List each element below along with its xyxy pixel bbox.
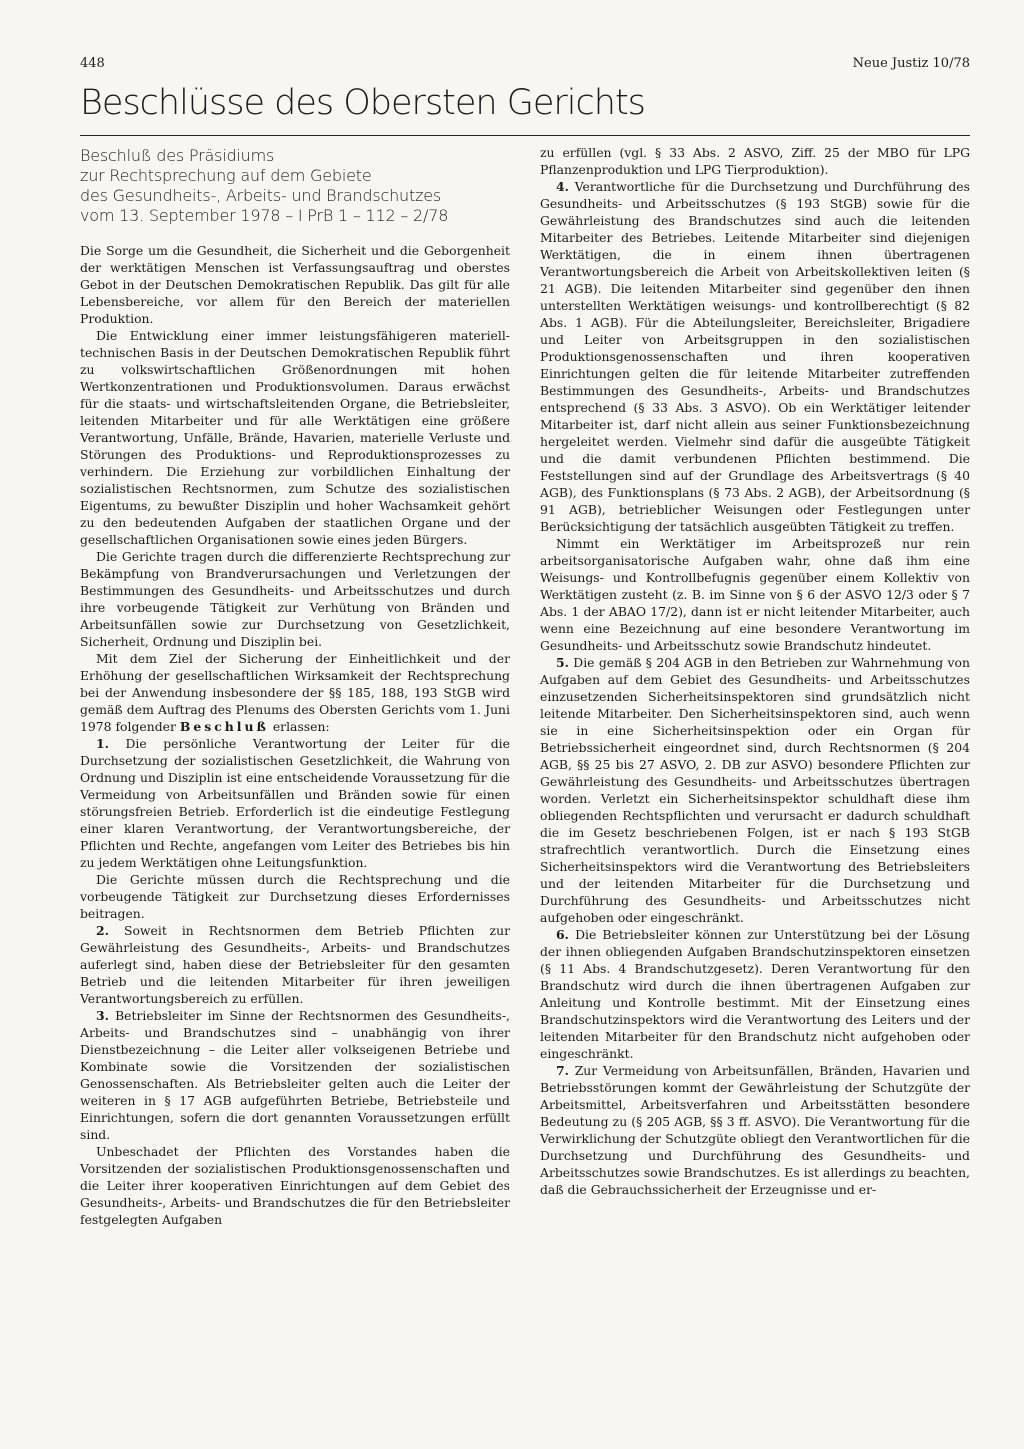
decision-heading-line: zur Rechtsprechung auf dem Gebiete [80,165,372,185]
section-title: Beschlüsse des Obersten Gerichts [80,83,645,123]
decision-heading-line: vom 13. September 1978 – I PrB 1 – 112 – 2/78 [80,205,449,225]
page [80,52,970,1228]
right-column [540,144,970,1228]
two-column-body [80,144,970,1228]
point-text: Unbeschadet der Pflichten des Vorstandes haben die Vorsitzenden der sozialistischen Produktionsgenossenschaften und die Leiter ihrer kooperativen Einrichtungen auf dem Gebiet des Gesundheits-, Arbeits- und Brandschutzes die für den Betriebsleiter festgelegten Aufgaben [80,1143,510,1227]
point-text: Soweit in Rechtsnormen dem Betrieb Pflichten zur Gewährleistung des Gesundheits-, Arbeits- und Brandschutzes auferlegt sind, haben diese der Betriebsleiter für den gesamten Betrieb und die leitenden Mitarbeiter für ihren jeweiligen Verantwortungsbereich zu erfüllen. [80,922,510,1006]
point-number: 2. [96,922,109,938]
title-rule [80,135,970,136]
point-number: 3. [96,1007,109,1023]
numbered-point [540,1062,970,1198]
left-column [80,144,510,1228]
point-number: 5. [556,654,569,670]
paragraph [540,535,970,654]
point-number: 4. [556,178,569,194]
point-number: 1. [96,735,109,751]
paragraph: Die Sorge um die Gesundheit, die Sicherheit und die Geborgenheit der werktätigen Menschen ist Verfassungsauftrag und oberstes Gebot in der Deutschen Demokratischen Republik. Das gilt für alle Lebensbereiche, vor allem für den Bereich der materiellen Produktion. [80,242,510,326]
numbered-point [540,654,970,926]
point-text: Die gemäß § 204 AGB in den Betrieben zur Wahrnehmung von Aufgaben auf dem Gebiet des Gesundheits- und Arbeitsschutzes einzusetzenden Sicherheitsinspektoren sind grundsätzlich nicht leitende Mitarbeiter. Den Sicherheitsinspektoren sind, auch wenn sie in eine Sicherheitsinspektion oder ein Organ für Betriebssicherheit eingeordnet sind, durch Rechtsnormen (§ 204 AGB, §§ 25 bis 27 ASVO, 2. DB zur ASVO) besondere Pflichten zur Gewährleistung des Gesundheits- und Arbeitsschutzes übertragen worden. Verletzt ein Sicherheitsinspektor schuldhaft diese ihm obliegenden Rechtspflichten und verursacht er dadurch schuldhaft die im Gesetz beschriebenen Folgen, ist er nach § 193 StGB strafrechtlich verantwortlich. Durch die Einsetzung eines Sicherheitsinspektors wird die Verantwortung des Betriebsleiters und der leitenden Mitarbeiter für die Durchsetzung und Durchführung des Gesundheits- und Arbeitsschutzes nicht aufgehoben oder eingeschränkt. [540,654,970,925]
point-number: 7. [556,1062,569,1078]
numbered-point [540,926,970,1062]
point-text: Die Betriebsleiter können zur Unterstützung bei der Lösung der ihnen obliegenden Aufgaben Brandschutzinspektoren einsetzen (§ 11 Abs. 4 Brandschutzgesetz). Deren Verantwortung für den Brandschutz wird durch die ihnen übertragenen Aufgaben zur Anleitung und Kontrolle bestimmt. Mit der Einsetzung eines Brandschutzinspektors wird die Verantwortung des Leiters und der leitenden Mitarbeiter für den Brandschutz nicht aufgehoben oder eingeschränkt. [540,926,970,1061]
point-text: Zur Vermeidung von Arbeitsunfällen, Bränden, Havarien und Betriebsstörungen kommt der Gewährleistung der Schutzgüte der Arbeitsmittel, Arbeitsverfahren und Arbeitsstätten besondere Bedeutung zu (§ 205 AGB, §§ 3 ff. ASVO). Die Verantwortung für die Verwirklichung der Schutzgüte obliegt den Verantwortlichen für die Durchsetzung und Durchführung des Gesundheits- und Arbeitsschutzes sowie Brandschutzes. Es ist allerdings zu beachten, daß die Gebrauchssicherheit der Erzeugnisse und er- [540,1062,970,1197]
page-number: 448 [80,56,105,71]
paragraph [540,144,970,178]
point-text: Verantwortliche für die Durchsetzung und Durchführung des Gesundheits- und Arbeitsschutzes (§ 193 StGB) sowie für die Gewährleistung des Brandschutzes sind auch die leitenden Mitarbeiter des Betriebes. Leitende Mitarbeiter sind diejenigen Werktätigen, die in einem ihnen übertragenen Verantwortungsbereich die Arbeit von Arbeitskollektiven leiten (§ 21 AGB). Die leitenden Mitarbeiter sind gegenüber den ihnen unterstellten Werktätigen weisungs- und kontrollberechtigt (§ 82 Abs. 1 AGB). Für die Abteilungsleiter, Bereichsleiter, Brigadiere und Leiter von Arbeitsgruppen in den sozialistischen Produktionsgenossenschaften und ihren kooperativen Einrichtungen gelten die für leitende Mitarbeiter zutreffenden Bestimmungen des Gesundheits-, Arbeits- und Brandschutzes entsprechend (§ 33 Abs. 3 ASVO). Ob ein Werktätiger leitender Mitarbeiter ist, darf nicht allein aus seiner Funktionsbezeichnung hergeleitet werden. Vielmehr sind dafür die ausgeübte Tätigkeit und die damit verbundenen Pflichten bestimmend. Die Feststellungen sind auf der Grundlage des Arbeitsvertrags (§ 40 AGB), des Funktionsplans (§ 73 Abs. 2 AGB), der Arbeitsordnung (§ 91 AGB), betrieblicher Weisungen oder Festlegungen unter Berücksichtigung der tatsächlich ausgeübten Tätigkeit zu treffen. [540,178,970,534]
point-text: Die persönliche Verantwortung der Leiter für die Durchsetzung der sozialistischen Gesetzlichkeit, die Wahrung von Ordnung und Disziplin ist eine entscheidende Voraussetzung für die Vermeidung von Arbeitsunfällen und Bränden sowie für einen störungsfreien Betrieb. Erforderlich ist die eindeutige Festlegung einer klaren Verantwortung, der Verantwortungsbereiche, der Pflichten und Rechte, angefangen vom Leiter des Betriebes bis hin zu jedem Werktätigen ohne Leitungsfunktion. [80,735,510,870]
numbered-point [80,1007,510,1143]
decision-heading [80,146,510,226]
intro-paragraph [80,650,510,735]
intro-end: erlassen: [272,718,330,734]
numbered-point [80,735,510,871]
paragraph [80,871,510,922]
point-number: 6. [556,926,569,942]
paragraph: Die Gerichte tragen durch die differenzierte Rechtsprechung zur Bekämpfung von Brandverursachungen und Verletzungen der Bestimmungen des Gesundheits- und Arbeitsschutzes und durch ihre vorbeugende Tätigkeit zur Verhütung von Bränden und Arbeitsunfällen sowie zur Durchsetzung von Gesetzlichkeit, Sicherheit, Ordnung und Disziplin bei. [80,548,510,649]
decision-heading-line: Beschluß des Präsidiums [80,145,275,165]
point-text: Betriebsleiter im Sinne der Rechtsnormen des Gesundheits-, Arbeits- und Brandschutzes sind – unabhängig von ihrer Dienstbezeichnung – die Leiter aller volkseigenen Betriebe und Kombinate sowie die Vorsitzenden der sozialistischen Genossenschaften. Als Betriebsleiter gelten auch die Leiter der weiteren in § 17 AGB aufgeführten Betriebe, Betriebsteile und Einrichtungen, sofern die dort genannten Voraussetzungen erfüllt sind. [80,1007,510,1142]
decision-keyword: Beschluß [179,718,269,734]
point-text: Die Gerichte müssen durch die Rechtsprechung und die vorbeugende Tätigkeit zur Durchsetzung dieses Erfordernisses beitragen. [80,871,510,921]
point-text: zu erfüllen (vgl. § 33 Abs. 2 ASVO, Ziff. 25 der MBO für LPG Pflanzenproduktion und LPG Tierproduktion). [540,144,970,177]
running-header [80,52,970,74]
paragraph: Die Entwicklung einer immer leistungsfähigeren materiell-technischen Basis in der Deutschen Demokratischen Republik führt zu volkswirtschaftlichen Größenordnungen mit hohen Wertkonzentrationen und Produktionsvolumen. Daraus erwächst für die staats- und wirtschaftsleitenden Organe, die Betriebsleiter, leitenden Mitarbeiter und für alle Werktätigen eine größere Verantwortung, Unfälle, Brände, Havarien, materielle Verluste und Störungen des Produktions- und Reproduktionsprozesses zu verhindern. Die Erziehung zur vorbildlichen Einhaltung der sozialistischen Rechtsnormen, zum Schutze des sozialistischen Eigentums, zu bewußter Disziplin und hoher Wachsamkeit gehört zu den bedeutenden Aufgaben der staatlichen Organe und der gesellschaftlichen Organisationen sowie eines jeden Bürgers. [80,327,510,547]
journal-issue: Neue Justiz 10/78 [852,56,970,71]
numbered-point [80,922,510,1007]
paragraph [80,1143,510,1228]
intro-text: Mit dem Ziel der Sicherung der Einheitlichkeit und der Erhöhung der gesellschaftlichen Wirksamkeit der Rechtsprechung bei der Anwendung insbesondere der §§ 185, 188, 193 StGB wird gemäß dem Auftrag des Plenums des Obersten Gerichts vom 1. Juni 1978 folgender [80,650,510,734]
decision-heading-line: des Gesundheits-, Arbeits- und Brandschutzes [80,185,442,205]
numbered-point [540,178,970,535]
point-text: Nimmt ein Werktätiger im Arbeitsprozeß nur rein arbeitsorganisatorische Aufgaben wahr, ohne daß ihm eine Weisungs- und Kontrollbefugnis gegenüber einem Kollektiv von Werktätigen zusteht (z. B. im Sinne von § 6 der ASVO 12/3 oder § 7 Abs. 1 der ABAO 17/2), dann ist er nicht leitender Mitarbeiter, auch wenn eine Bezeichnung auf eine besondere Verantwortung im Gesundheits- und Arbeitsschutz sowie Brandschutz hindeutet. [540,535,970,653]
